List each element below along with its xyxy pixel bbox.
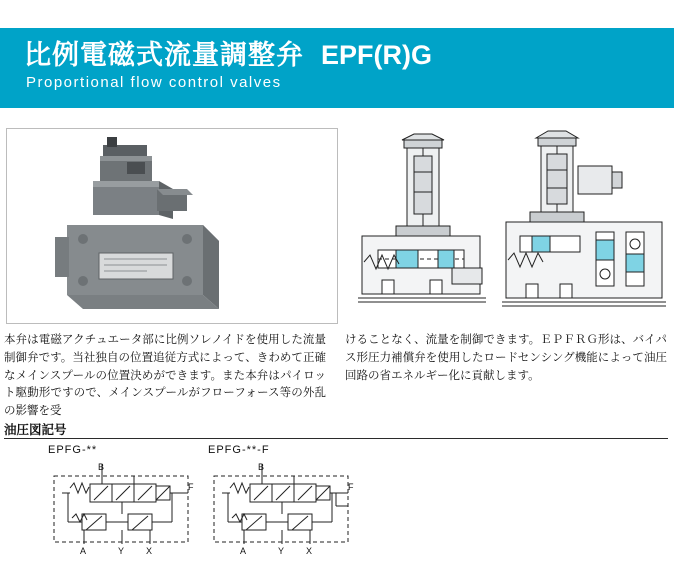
symbol-1-port-f: F <box>188 482 194 492</box>
header-band <box>0 28 674 108</box>
symbol-2-port-f: F <box>348 482 354 492</box>
valve-sectional-drawing-1 <box>352 132 492 320</box>
symbol-1-port-a: A <box>80 546 87 556</box>
symbol-1-port-b: B <box>98 462 105 472</box>
symbol-2-port-a: A <box>240 546 247 556</box>
body-text-left: 本弁は電磁アクチュエータ部に比例ソレノイドを使用した流量制御弁です。当社独自の位置追従方式によって、きわめて正確なメインスプールの位置決めができます。また本弁はパイロット駆動形ですので、メインスプールがフローフォース等の外乱の影響を受 <box>4 334 326 418</box>
page-title-code: EPF(R)G <box>321 40 433 70</box>
page-title <box>24 33 432 72</box>
section-divider <box>4 438 668 439</box>
valve-photograph <box>6 128 338 324</box>
hydraulic-symbol-1 <box>48 462 196 556</box>
sectional-drawing-2-svg <box>500 128 668 322</box>
symbol-2-port-y: Y <box>278 546 285 556</box>
hydraulic-symbol-2 <box>208 462 356 556</box>
page-subtitle: Proportional flow control valves <box>26 74 282 91</box>
symbol-label-1: EPFG-** <box>48 444 98 456</box>
symbol-2-port-x: X <box>306 546 313 556</box>
valve-sectional-drawing-2 <box>500 128 668 322</box>
page-title-jp: 比例電磁式流量調整弁 <box>24 40 304 70</box>
header-inner <box>24 28 674 108</box>
symbol-label-2: EPFG-**-F <box>208 444 270 456</box>
section-heading: 油圧図記号 <box>4 423 67 437</box>
symbol-2-port-b: B <box>258 462 265 472</box>
hydraulic-symbol-1-svg <box>48 462 196 556</box>
sectional-drawing-1-svg <box>352 132 492 320</box>
body-text-right: けることなく、流量を制御できます。ＥＰＦＲＧ形は、バイパス形圧力補償弁を使用したロードセンシング機能によって油圧回路の省エネルギー化に貢献します。 <box>345 334 667 382</box>
hydraulic-symbol-2-svg <box>208 462 356 556</box>
valve-photo-illustration <box>7 129 335 321</box>
symbol-1-port-x: X <box>146 546 153 556</box>
symbol-1-port-y: Y <box>118 546 125 556</box>
